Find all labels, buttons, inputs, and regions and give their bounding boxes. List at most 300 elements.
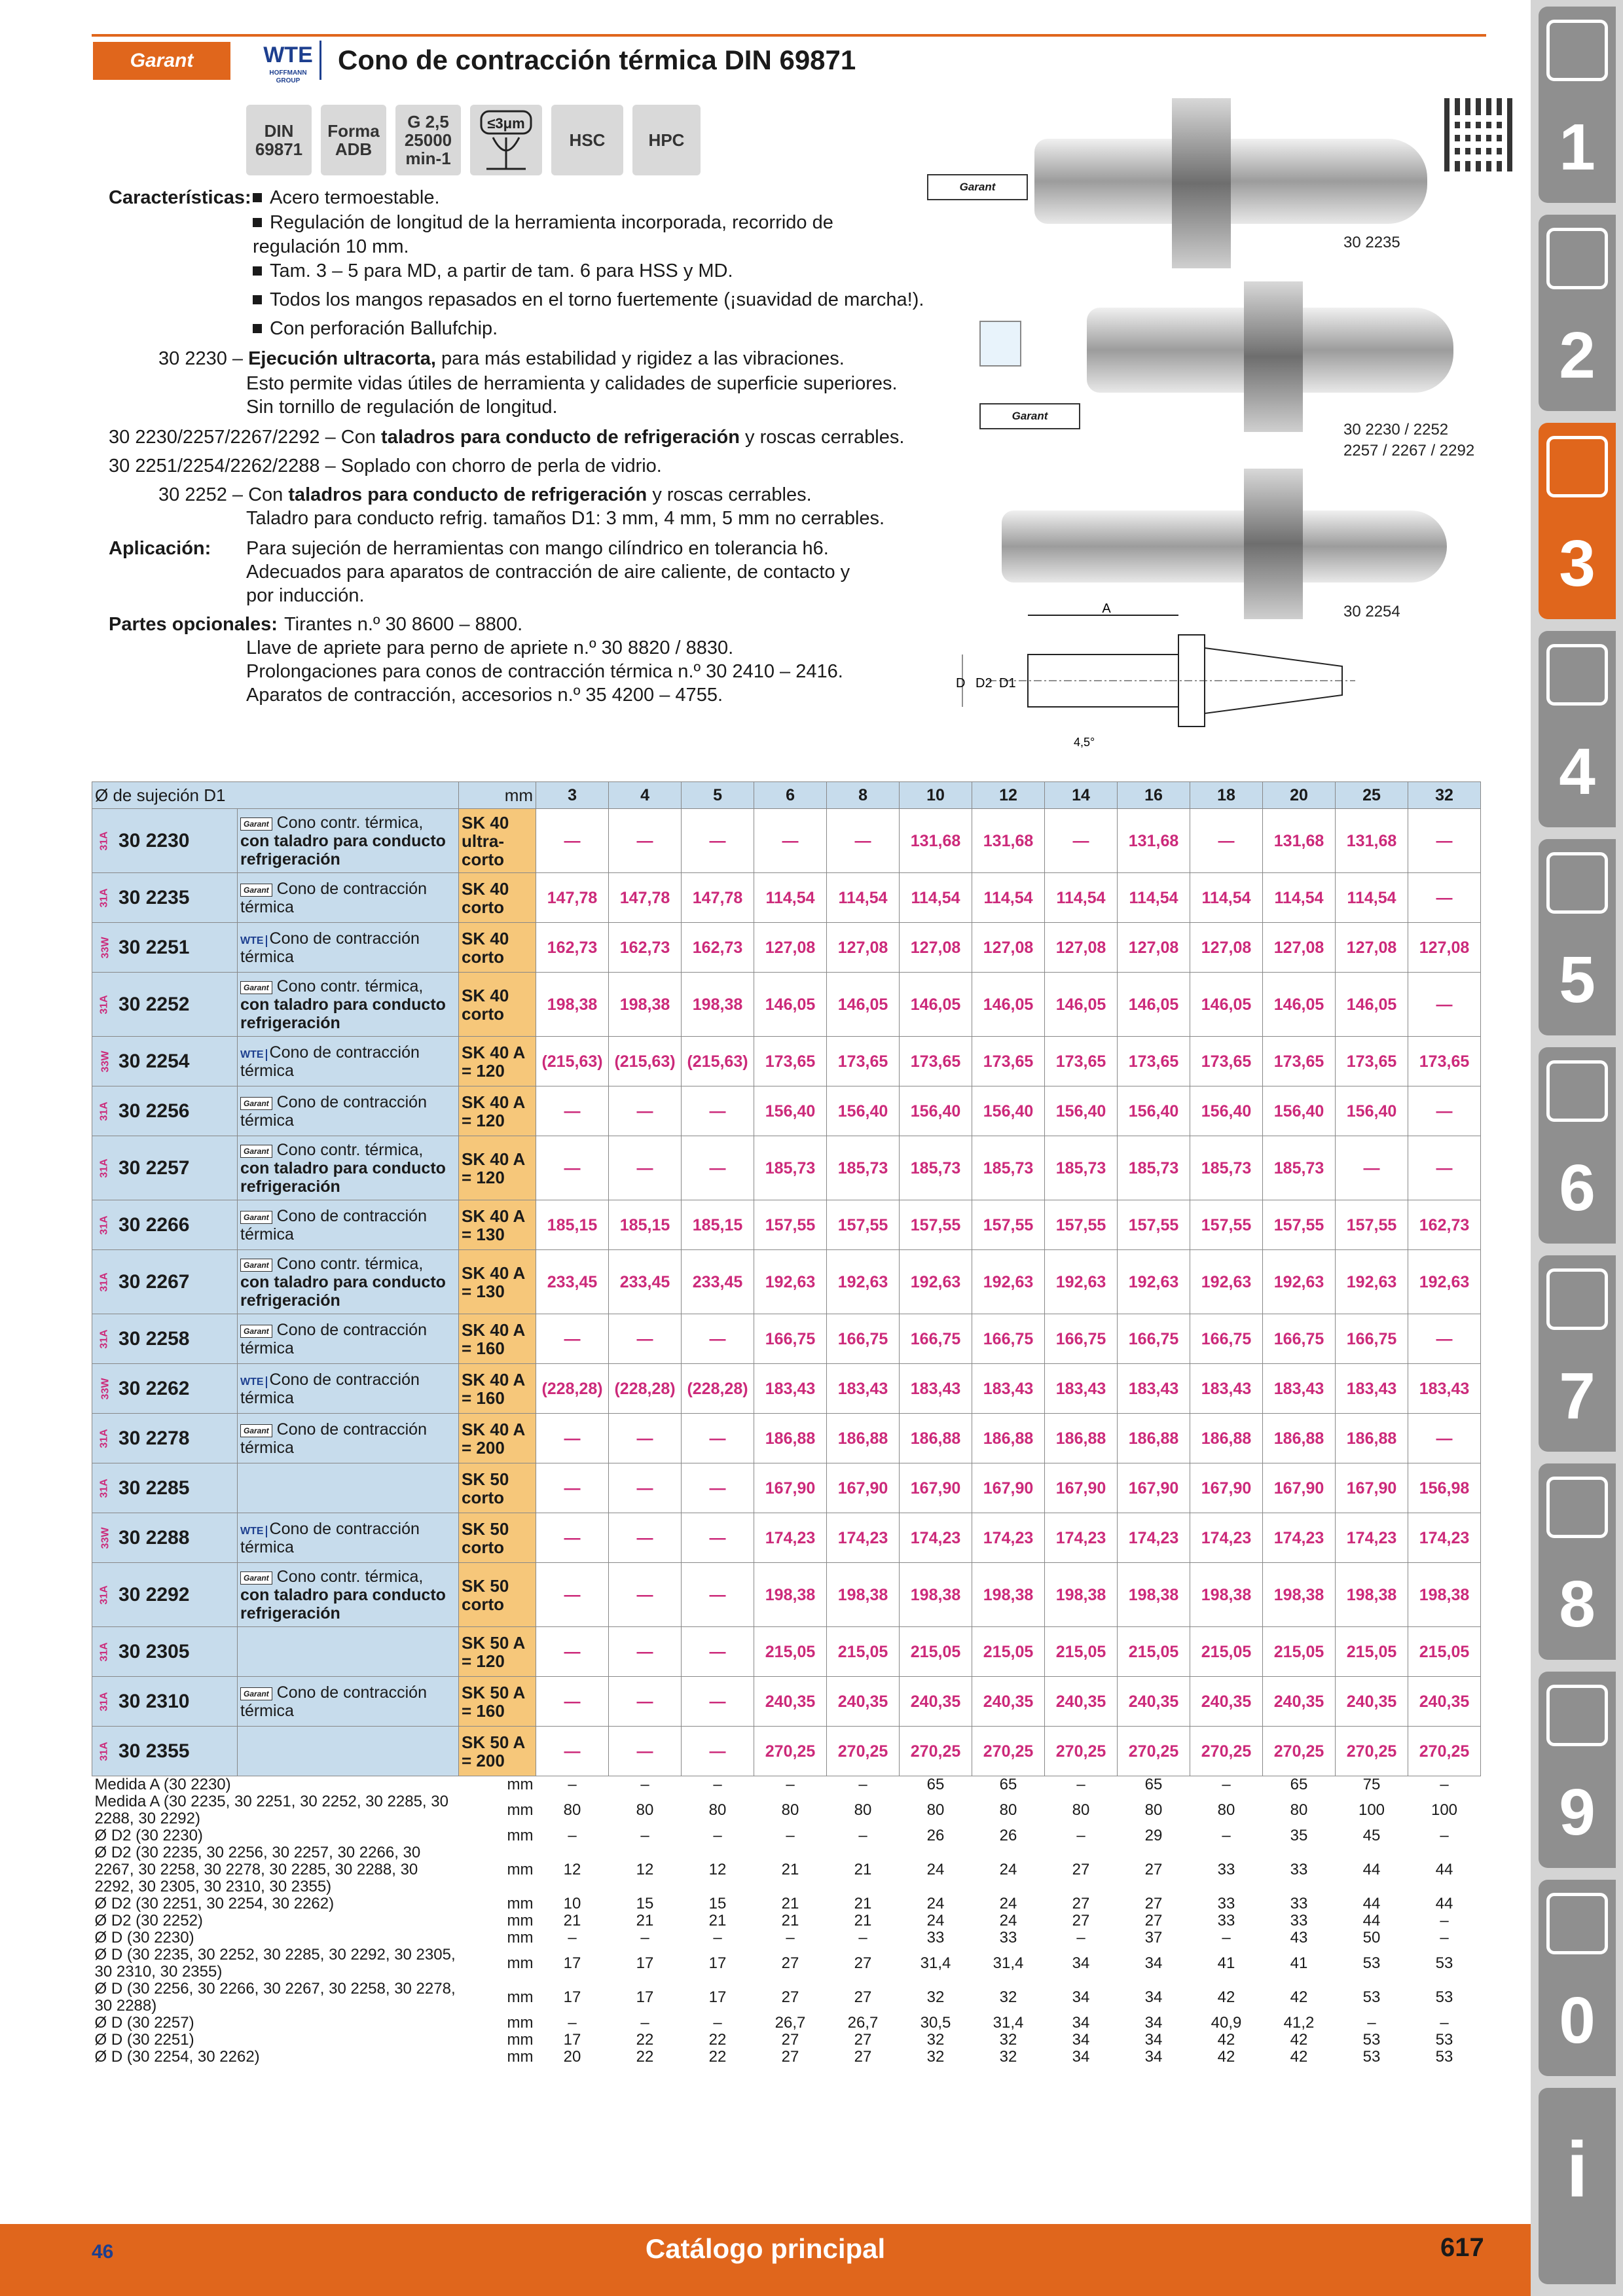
article-description [238,1677,459,1727]
garant-mini-logo: Garant [240,817,272,831]
article-number [92,1677,238,1727]
spec-value: 34 [1144,2032,1163,2049]
page-number: 617 [1440,2233,1484,2262]
spec-value: 32 [926,2049,945,2066]
price-cell: — [827,809,900,873]
spec-label: Ø D (30 2230) [94,1929,194,1946]
spec-value: 53 [1435,1988,1453,2006]
price-cell: 157,55 [827,1200,900,1250]
spec-value: 24 [926,1861,945,1878]
spec-value: 27 [1144,1895,1163,1912]
header-diameter: 6 [754,782,827,809]
spec-value: 80 [636,1801,654,1819]
price-cell: 166,75 [1045,1314,1118,1364]
feature-item [253,211,907,259]
spec-value: 27 [1072,1861,1090,1878]
price-cell: 198,38 [1263,1563,1336,1627]
price-cell: 186,88 [900,1414,972,1463]
price-cell: 183,43 [1263,1364,1336,1414]
price-cell: 240,35 [1336,1677,1408,1727]
price-cell: — [1408,873,1481,923]
table-row [92,1086,1481,1136]
spec-value: 80 [781,1801,799,1819]
spec-value: 53 [1435,2049,1453,2066]
application-line: Adecuados para aparatos de contracción de aire caliente, de contacto y [246,562,850,583]
spec-value: – [1076,1827,1085,1844]
optional-label: Partes opcionales: [109,614,278,635]
price-cell: — [536,1086,609,1136]
spec-value: 42 [1290,2032,1308,2049]
cabinet-icon [1546,1685,1608,1746]
feature-item: Todos los mangos repasados en el torno fuertemente (¡suavidad de marcha!). [253,288,924,312]
price-cell: 173,65 [754,1037,827,1086]
price-cell: 131,68 [972,809,1045,873]
spec-value: 27 [781,1988,799,2006]
footer-catalog-title: Catálogo principal [645,2233,886,2264]
price-cell: 167,90 [1190,1463,1263,1513]
price-cell: 131,68 [1263,809,1336,873]
price-cell: 185,15 [536,1200,609,1250]
spec-value: 29 [1144,1827,1163,1844]
article-number [92,1727,238,1776]
note-302252-line2: Taladro para conducto refrig. tamaños D1: 3 mm, 4 mm, 5 mm no cerrables. [246,508,885,529]
chapter-tab-number: 3 [1559,527,1596,600]
article-id: 30 2310 [119,1690,190,1712]
spec-value: 80 [1072,1801,1090,1819]
spec-value: 22 [636,2049,654,2066]
spec-value: 44 [1362,1912,1381,1929]
price-cell: 240,35 [827,1677,900,1727]
price-cell: 270,25 [827,1727,900,1776]
price-cell: — [609,1314,682,1364]
note-bold: Ejecución ultracorta, [248,348,436,369]
spec-value: 21 [781,1912,799,1929]
price-cell: 192,63 [1045,1250,1118,1314]
category-code: 31A [98,1215,110,1235]
product-table [92,781,1481,2066]
price-cell: 173,65 [827,1037,900,1086]
desc-text: Cono de [276,879,339,898]
price-cell: 198,38 [754,1563,827,1627]
price-cell: 156,40 [1336,1086,1408,1136]
spec-value: 33 [1290,1912,1308,1929]
badge-hsc: HSC [551,105,623,175]
price-cell: 114,54 [827,873,900,923]
spec-value: – [568,1929,577,1946]
price-cell: 156,40 [900,1086,972,1136]
desc-text: Cono contr. [276,1567,361,1586]
note-302230-line2: Esto permite vidas útiles de herramienta y calidades de superficie superiores. [246,373,898,394]
header-diameter: 4 [609,782,682,809]
price-cell: 127,08 [1118,923,1190,973]
feature-item: Con perforación Ballufchip. [253,317,498,341]
desc-text: Cono de [269,1370,332,1389]
price-cell: 173,65 [1045,1037,1118,1086]
spec-value: 34 [1144,2049,1163,2066]
price-cell: 174,23 [1190,1513,1263,1563]
price-cell: 198,38 [1190,1563,1263,1627]
price-cell: (228,28) [609,1364,682,1414]
price-cell: 186,88 [1190,1414,1263,1463]
spec-label: Ø D (30 2257) [94,2015,194,2032]
garant-mini-logo: Garant [240,1325,272,1338]
footer-left-number: 46 [92,2241,114,2263]
taper-size: SK 50 corto [459,1563,536,1627]
note-text: Con [248,484,283,505]
price-cell: — [536,1627,609,1677]
price-cell: 162,73 [1408,1200,1481,1250]
article-number [92,1627,238,1677]
spec-value: 80 [926,1801,945,1819]
category-code: 33W [100,1050,111,1072]
insert-icon [1546,228,1608,289]
price-cell: — [609,1463,682,1513]
header-diameter: 3 [536,782,609,809]
price-cell: 270,25 [1408,1727,1481,1776]
price-cell: 156,40 [1263,1086,1336,1136]
price-cell: 215,05 [972,1627,1045,1677]
article-number [92,1563,238,1627]
spec-value: 27 [1144,1861,1163,1878]
price-cell: 186,88 [1263,1414,1336,1463]
article-description [238,1086,459,1136]
spec-row [92,1776,1481,1794]
price-cell: — [1408,973,1481,1037]
price-cell: 156,40 [1045,1086,1118,1136]
spec-value: 27 [854,1954,872,1972]
price-cell: — [536,1563,609,1627]
price-cell: 240,35 [1118,1677,1190,1727]
desc-text: contracción térmica [240,1519,420,1556]
spec-value: – [1222,1827,1231,1844]
price-cell: 146,05 [972,973,1045,1037]
price-cell: — [536,1314,609,1364]
spec-value: – [568,1776,577,1793]
article-id: 30 2267 [119,1270,190,1293]
article-id: 30 2230 [119,829,190,852]
price-cell: 185,73 [972,1136,1045,1200]
note-text: y roscas cerrables. [745,427,905,448]
spec-row [92,1827,1481,1844]
price-cell: 167,90 [972,1463,1045,1513]
desc-text: Cono de [269,1043,332,1062]
spec-value: 22 [708,2049,727,2066]
spec-value: 32 [926,2032,945,2049]
price-cell: — [609,1677,682,1727]
note-text: para más estabilidad y rigidez a las vibraciones. [441,348,845,369]
price-cell: 157,55 [1118,1200,1190,1250]
spec-value: 17 [563,2032,581,2049]
drawing-label-angle: 4,5° [1074,736,1095,749]
feature-item: Acero termoestable. [253,186,440,210]
spec-value: 53 [1362,1988,1381,2006]
spec-label: Ø D (30 2251) [94,2032,194,2049]
spec-value: 24 [999,1912,1017,1929]
header-diameter: 10 [900,782,972,809]
price-cell: 166,75 [972,1314,1045,1364]
price-cell: — [1408,809,1481,873]
spec-value: 12 [563,1861,581,1878]
spec-value: 27 [854,2049,872,2066]
spec-value: 34 [1072,1988,1090,2006]
price-cell: 183,43 [972,1364,1045,1414]
article-number [92,809,238,873]
spec-value: 32 [926,1988,945,2006]
toolbox-icon [1546,1477,1608,1538]
spec-value: 34 [1144,1954,1163,1972]
price-cell: 162,73 [609,923,682,973]
spec-label: Ø D2 (30 2235, 30 2256, 30 2257, 30 2266, 30 2267, 30 2258, 30 2278, 30 2285, 30 2288, 30 2292, 30 2305, 30 2310, 30 2355) [94,1844,421,1895]
price-cell: — [609,1414,682,1463]
price-cell: 127,08 [1408,923,1481,973]
tool-flange [1172,98,1231,268]
application-line: por inducción. [246,585,365,606]
spec-row [92,1793,1481,1827]
spec-row [92,1844,1481,1895]
price-cell: — [682,1677,754,1727]
article-description [238,1314,459,1364]
price-cell: 192,63 [900,1250,972,1314]
table-row [92,1037,1481,1086]
category-code: 31A [98,1691,110,1712]
spec-unit: mm [507,2032,534,2049]
header-diameter: 12 [972,782,1045,809]
price-cell: 185,73 [754,1136,827,1200]
category-code: 31A [98,831,110,851]
pliers-icon [1546,1268,1608,1330]
category-code: 31A [98,994,110,1014]
price-cell: 183,43 [1336,1364,1408,1414]
price-cell: 198,38 [1336,1563,1408,1627]
spec-row [92,2015,1481,2032]
article-description [238,809,459,873]
spec-value: 100 [1358,1801,1385,1819]
price-cell: 127,08 [1190,923,1263,973]
price-cell: 166,75 [900,1314,972,1364]
optional-line: Llave de apriete para perno de apriete n.º 30 8820 / 8830. [246,637,734,658]
price-cell: 215,05 [754,1627,827,1677]
article-number [92,1200,238,1250]
article-id: 30 2262 [119,1377,190,1399]
chapter-tab-number: 4 [1559,735,1596,808]
spec-label: Ø D2 (30 2252) [94,1912,203,1929]
category-code: 31A [98,1101,110,1121]
table-row [92,1136,1481,1200]
spec-value: 33 [1290,1861,1308,1878]
price-cell: (215,63) [682,1037,754,1086]
price-cell: 157,55 [1190,1200,1263,1250]
price-cell: (215,63) [609,1037,682,1086]
spec-value: 24 [999,1895,1017,1912]
table-row [92,1414,1481,1463]
price-cell: — [536,1414,609,1463]
spec-value: 27 [1144,1912,1163,1929]
spec-value: 21 [708,1912,727,1929]
garant-logo-text: Garant [130,50,194,71]
price-cell: 127,08 [972,923,1045,973]
taper-size: SK 50 A = 120 [459,1627,536,1677]
price-cell: 147,78 [609,873,682,923]
price-cell: 185,73 [1263,1136,1336,1200]
price-cell: 156,40 [1190,1086,1263,1136]
spec-unit: mm [507,1895,534,1912]
spec-value: 22 [636,2032,654,2049]
price-cell: 114,54 [1190,873,1263,923]
header-diameter: 14 [1045,782,1118,809]
desc-text: térmica, [365,813,424,832]
price-cell: 185,73 [1190,1136,1263,1200]
price-cell: 183,43 [1118,1364,1190,1414]
spec-value: 17 [563,1988,581,2006]
category-code: 31A [98,1478,110,1498]
article-id: 30 2288 [119,1526,190,1549]
article-id: 30 2235 [119,886,190,908]
spec-value: 42 [1217,2049,1235,2066]
info-icon: i [1566,2126,1588,2214]
article-description [238,1037,459,1086]
article-description [238,1627,459,1677]
price-cell: 166,75 [1190,1314,1263,1364]
garant-mini-logo: Garant [240,1145,272,1158]
spec-value: 24 [926,1912,945,1929]
spec-value: 33 [999,1929,1017,1946]
spec-value: – [858,1929,867,1946]
article-number [92,1463,238,1513]
spec-value: 42 [1290,2049,1308,2066]
spec-label: Ø D (30 2235, 30 2252, 30 2285, 30 2292, 30 2305, 30 2310, 30 2355) [94,1946,456,1981]
price-cell: 270,25 [1336,1727,1408,1776]
spec-value: 27 [781,2049,799,2066]
spec-unit: mm [507,1988,534,2006]
image-label: 2257 / 2267 / 2292 [1343,442,1475,459]
price-cell: 173,65 [900,1037,972,1086]
note-code: 30 2230 – [158,348,244,369]
header-diameter: 32 [1408,782,1481,809]
table-row [92,1513,1481,1563]
price-cell: 174,23 [1336,1513,1408,1563]
spec-value: – [786,1929,795,1946]
article-number [92,1086,238,1136]
garant-mini-logo: Garant [240,1687,272,1700]
spec-value: 50 [1362,1929,1381,1946]
category-code: 31A [98,1585,110,1605]
spec-value: 31,4 [920,1954,951,1972]
garant-mini-logo: Garant [240,1571,272,1585]
article-description [238,1414,459,1463]
article-number [92,1037,238,1086]
spec-value: – [713,1929,722,1946]
article-description [238,1513,459,1563]
article-id: 30 2256 [119,1100,190,1122]
desc-text: térmica, [365,1254,424,1273]
price-cell: — [682,1314,754,1364]
spec-value: 53 [1362,2049,1381,2066]
note-302251: 30 2251/2254/2262/2288 – Soplado con chorro de perla de vidrio. [109,456,662,476]
price-cell: 174,23 [754,1513,827,1563]
taper-size: SK 40 A = 130 [459,1250,536,1314]
spec-unit: mm [507,1776,534,1793]
price-cell: 185,73 [827,1136,900,1200]
article-id: 30 2257 [119,1157,190,1179]
price-cell: 198,38 [609,973,682,1037]
price-cell: — [1408,1086,1481,1136]
spec-value: 44 [1362,1861,1381,1878]
price-cell: 174,23 [900,1513,972,1563]
desc-text: Cono de [276,1092,339,1111]
spec-value: – [1440,1929,1449,1946]
desc-text: contracción térmica [240,879,427,916]
taper-size: SK 40 A = 120 [459,1136,536,1200]
spec-value: 41,2 [1283,2015,1315,2032]
spec-unit: mm [507,1801,534,1819]
desc-text: térmica, [365,977,424,996]
spec-value: 40,9 [1211,2015,1242,2032]
spec-value: 80 [1290,1801,1308,1819]
price-cell: 186,88 [754,1414,827,1463]
price-cell: — [1336,1136,1408,1200]
article-id: 30 2252 [119,993,190,1015]
spec-value: – [1076,1929,1085,1946]
caliper-icon [1546,644,1608,706]
desc-text: Cono de [276,1320,339,1339]
table-row [92,1200,1481,1250]
spec-value: 65 [1290,1776,1308,1793]
spec-value: 21 [854,1861,872,1878]
price-cell: 127,08 [754,923,827,973]
spec-value: 21 [854,1912,872,1929]
spec-value: – [713,2015,722,2032]
desc-text: contracción térmica [240,1092,427,1130]
chapter-tab-number: 1 [1559,111,1596,184]
price-cell: 146,05 [1045,973,1118,1037]
price-cell: — [609,1136,682,1200]
price-cell: (228,28) [536,1364,609,1414]
garant-mini-logo: Garant [240,981,272,994]
price-cell: 192,63 [754,1250,827,1314]
spec-row [92,1981,1481,2015]
price-cell: 127,08 [827,923,900,973]
category-code: 31A [98,1158,110,1178]
category-code: 31A [98,1741,110,1761]
desc-text: Cono de [276,1683,339,1702]
price-cell: 240,35 [1263,1677,1336,1727]
spec-value: – [786,1776,795,1793]
price-cell: 198,38 [1408,1563,1481,1627]
spec-value: 26 [999,1827,1017,1844]
spec-value: 26 [926,1827,945,1844]
taper-size: SK 50 A = 160 [459,1677,536,1727]
price-cell: 146,05 [1263,973,1336,1037]
price-cell: 192,63 [1336,1250,1408,1314]
price-cell: — [1045,809,1118,873]
spec-unit: mm [507,1929,534,1946]
price-cell: 270,25 [1045,1727,1118,1776]
price-cell: — [536,1136,609,1200]
table-row [92,809,1481,873]
holder-icon [1546,436,1608,497]
price-cell: 186,88 [1045,1414,1118,1463]
desc-text: contracción térmica [240,1370,420,1407]
spec-unit: mm [507,1827,534,1844]
price-cell: 167,90 [827,1463,900,1513]
price-cell: — [682,1627,754,1677]
price-cell: 233,45 [536,1250,609,1314]
garant-mini-logo: Garant [979,403,1080,429]
garant-mini-logo: Garant [927,174,1028,200]
price-cell: 173,65 [1263,1037,1336,1086]
price-cell: 240,35 [1190,1677,1263,1727]
spec-value: 34 [1144,1988,1163,2006]
